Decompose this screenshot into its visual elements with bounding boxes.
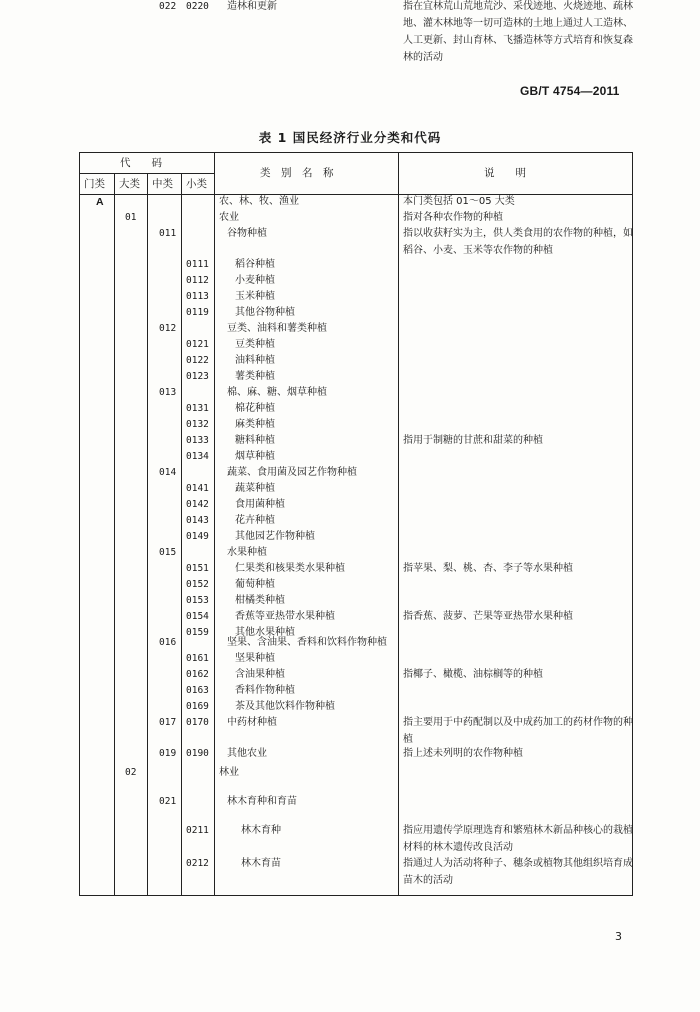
zhong-code: 019: [159, 748, 177, 759]
category-name: 食用菌种植: [235, 499, 285, 510]
category-name: 其他园艺作物种植: [235, 531, 315, 542]
xiao-code: 0170: [186, 717, 209, 728]
category-name: 农业: [219, 212, 239, 223]
da-code: 02: [125, 767, 137, 778]
category-name: 薯类种植: [235, 371, 275, 382]
category-name: 柑橘类种植: [235, 595, 285, 606]
category-name: 烟草种植: [235, 451, 275, 462]
category-description: 指对各种农作物的种植: [403, 212, 503, 223]
category-name: 棉花种植: [235, 403, 275, 414]
xiao-code: 0212: [186, 858, 209, 869]
category-name: 水果种植: [227, 547, 267, 558]
zhong-code: 013: [159, 387, 177, 398]
header-da: 大类: [119, 178, 140, 190]
category-description: 指在宜林荒山荒地荒沙、采伐迹地、火烧迹地、疏林地、灌木林地等一切可造林的土地上通过人工造林、人工更新、封山育林、飞播造林等方式培育和恢复森林的活动: [403, 1, 633, 63]
category-name: 茶及其他饮料作物种植: [235, 701, 335, 712]
xiao-code: 0134: [186, 451, 209, 462]
category-description: 指通过人为活动将种子、穗条或植物其他组织培育成苗木的活动: [403, 858, 633, 886]
category-name: 造林和更新: [227, 1, 277, 12]
category-name: 花卉种植: [235, 515, 275, 526]
category-name: 糖料种植: [235, 435, 275, 446]
category-name: 麻类种植: [235, 419, 275, 430]
zhong-code: 022: [159, 1, 177, 12]
zhong-code: 016: [159, 637, 177, 648]
category-name: 蔬菜种植: [235, 483, 275, 494]
category-name: 坚果、含油果、香料和饮料作物种植: [227, 637, 387, 648]
category-description: 本门类包括 01～05 大类: [403, 196, 515, 207]
header-men: 门类: [84, 178, 105, 190]
category-name: 林木育种: [241, 825, 281, 836]
standard-number: GB/T 4754—2011: [520, 84, 620, 98]
category-description: 指上述未列明的农作物种植: [403, 748, 523, 759]
header-code-group: 代 码: [120, 157, 162, 169]
category-name: 玉米种植: [235, 291, 275, 302]
da-code: 01: [125, 212, 137, 223]
category-name: 林业: [219, 767, 239, 778]
category-name: 葡萄种植: [235, 579, 275, 590]
category-name: 中药材种植: [227, 717, 277, 728]
category-description: 指主要用于中药配制以及中成药加工的药材作物的种植: [403, 717, 633, 745]
category-name: 谷物种植: [227, 228, 267, 239]
xiao-code: 0123: [186, 371, 209, 382]
col-divider: [147, 173, 148, 896]
category-name: 林木育种和育苗: [227, 796, 297, 807]
xiao-code: 0121: [186, 339, 209, 350]
col-divider: [114, 173, 115, 896]
xiao-code: 0132: [186, 419, 209, 430]
xiao-code: 0162: [186, 669, 209, 680]
xiao-code: 0122: [186, 355, 209, 366]
xiao-code: 0159: [186, 627, 209, 638]
xiao-code: 0161: [186, 653, 209, 664]
xiao-code: 0131: [186, 403, 209, 414]
xiao-code: 0113: [186, 291, 209, 302]
xiao-code: 0141: [186, 483, 209, 494]
xiao-code: 0211: [186, 825, 209, 836]
zhong-code: 012: [159, 323, 177, 334]
xiao-code: 0111: [186, 259, 209, 270]
header-xiao: 小类: [186, 178, 207, 190]
category-description: 指以收获籽实为主，供人类食用的农作物的种植，如稻谷、小麦、玉米等农作物的种植: [403, 228, 633, 256]
category-name: 林木育苗: [241, 858, 281, 869]
col-divider: [398, 152, 399, 896]
category-description: 指用于制糖的甘蔗和甜菜的种植: [403, 435, 543, 446]
category-name: 棉、麻、糖、烟草种植: [227, 387, 327, 398]
col-divider: [214, 152, 215, 896]
category-description: 指应用遗传学原理选育和繁殖林木新品种核心的栽植材料的林木遗传改良活动: [403, 825, 633, 853]
xiao-code: 0119: [186, 307, 209, 318]
table-frame: [79, 152, 633, 896]
category-name: 仁果类和核果类水果种植: [235, 563, 345, 574]
xiao-code: 0153: [186, 595, 209, 606]
header-name: 类 别 名 称: [260, 167, 334, 179]
xiao-code: 0133: [186, 435, 209, 446]
category-name: 豆类、油料和薯类种植: [227, 323, 327, 334]
xiao-code: 0190: [186, 748, 209, 759]
header-divider: [79, 173, 214, 174]
zhong-code: 014: [159, 467, 177, 478]
xiao-code: 0169: [186, 701, 209, 712]
xiao-code: 0220: [186, 1, 209, 12]
table-title: 表 1 国民经济行业分类和代码: [258, 130, 442, 145]
category-name: 其他农业: [227, 748, 267, 759]
category-description: 指香蕉、菠萝、芒果等亚热带水果种植: [403, 611, 573, 622]
header-desc: 说 明: [484, 167, 526, 179]
category-name: 蔬菜、食用菌及园艺作物种植: [227, 467, 357, 478]
category-name: 其他水果种植: [235, 627, 295, 638]
xiao-code: 0163: [186, 685, 209, 696]
xiao-code: 0112: [186, 275, 209, 286]
xiao-code: 0151: [186, 563, 209, 574]
category-name: 坚果种植: [235, 653, 275, 664]
category-name: 豆类种植: [235, 339, 275, 350]
xiao-code: 0142: [186, 499, 209, 510]
xiao-code: 0154: [186, 611, 209, 622]
zhong-code: 021: [159, 796, 177, 807]
category-name: 香蕉等亚热带水果种植: [235, 611, 335, 622]
category-name: 小麦种植: [235, 275, 275, 286]
zhong-code: 017: [159, 717, 177, 728]
category-description: 指椰子、橄榄、油棕榈等的种植: [403, 669, 543, 680]
men-code: A: [96, 196, 104, 208]
category-description: 指苹果、梨、桃、杏、李子等水果种植: [403, 563, 573, 574]
page-number: 3: [615, 930, 622, 943]
category-name: 稻谷种植: [235, 259, 275, 270]
col-divider: [181, 173, 182, 896]
xiao-code: 0143: [186, 515, 209, 526]
zhong-code: 015: [159, 547, 177, 558]
header-zhong: 中类: [152, 178, 173, 190]
category-name: 含油果种植: [235, 669, 285, 680]
zhong-code: 011: [159, 228, 177, 239]
category-name: 油料种植: [235, 355, 275, 366]
category-name: 农、林、牧、渔业: [219, 196, 299, 207]
xiao-code: 0152: [186, 579, 209, 590]
xiao-code: 0149: [186, 531, 209, 542]
category-name: 香料作物种植: [235, 685, 295, 696]
category-name: 其他谷物种植: [235, 307, 295, 318]
